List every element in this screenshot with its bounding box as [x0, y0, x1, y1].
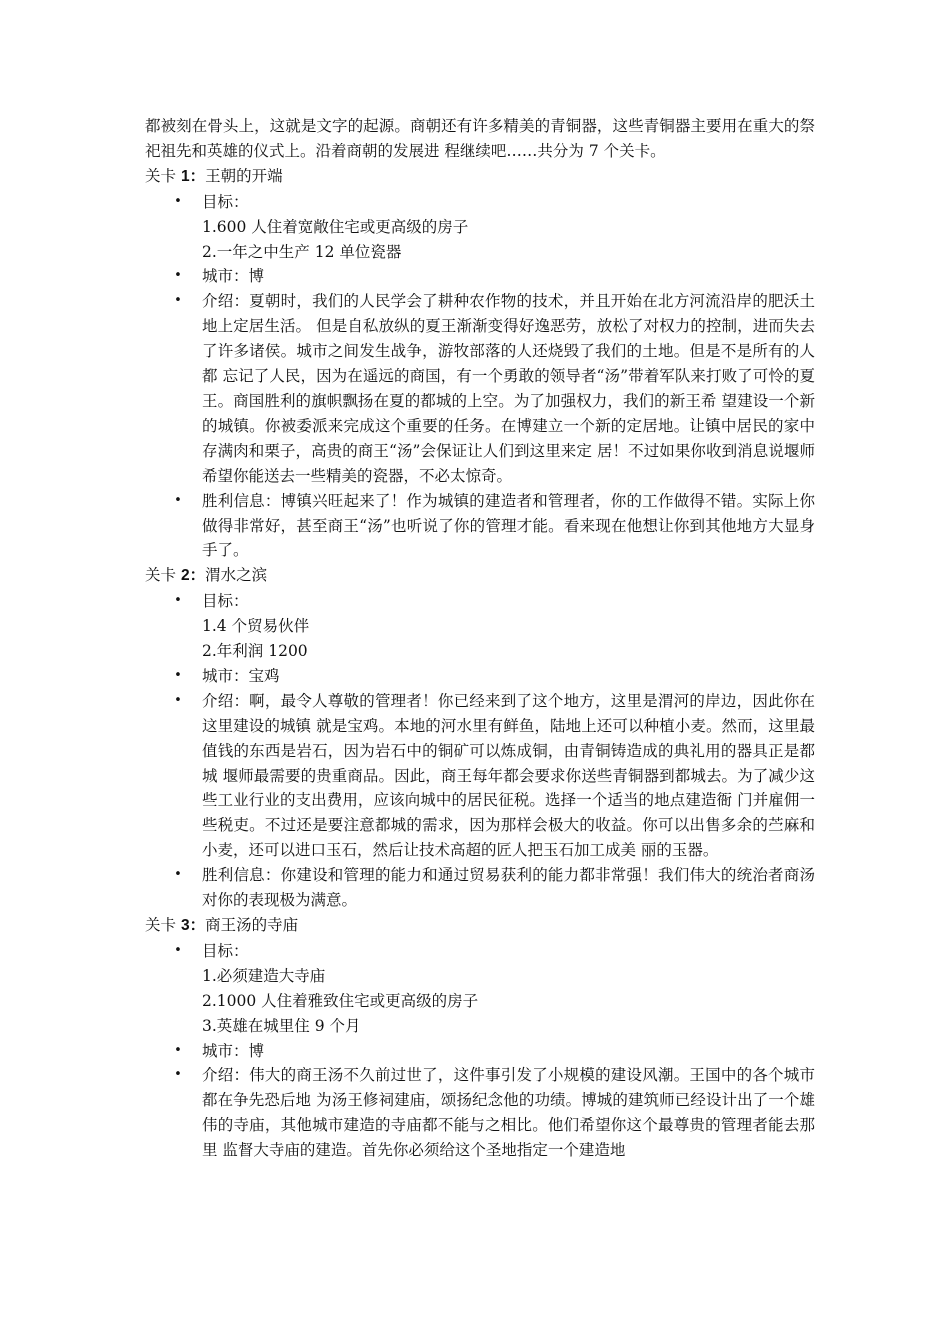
level-number: 3：: [180, 917, 206, 934]
city-text: 城市：博: [202, 267, 265, 286]
bullet-icon: •: [174, 492, 182, 508]
goal-label: 目标：: [202, 192, 249, 211]
bullet-icon: •: [174, 867, 182, 883]
intro-item: [145, 289, 815, 488]
goal-line: 2.一年之中生产 12 单位瓷器: [202, 242, 402, 261]
bullet-icon: •: [174, 293, 182, 309]
intro-paragraph: 都被刻在骨头上，这就是文字的起源。商朝还有许多精美的青铜器，这些青铜器主要用在重大的祭祀祖先和英雄的仪式上。沿着商朝的发展进 程继续吧……共分为 7 个关卡。: [145, 117, 815, 160]
level-label: 关卡: [145, 916, 177, 934]
goal-item: [145, 939, 815, 1039]
bullet-icon: •: [174, 193, 182, 209]
bullet-icon: •: [174, 593, 182, 609]
level-label: 关卡: [145, 566, 177, 585]
intro-item: [145, 689, 815, 863]
level-label: 关卡: [145, 166, 177, 185]
victory-text: 胜利信息：博镇兴旺起来了！作为城镇的建造者和管理者，你的工作做得不错。实际上你做得非常好，甚至商王“汤”也听说了你的管理才能。看来现在他想让你到其他地方大显身手了。: [202, 491, 815, 560]
level-heading-1: [145, 164, 815, 190]
level-3-list: [145, 939, 815, 1163]
goal-label: 目标：: [202, 592, 249, 611]
bullet-icon: •: [174, 1042, 182, 1058]
bullet-icon: •: [174, 692, 182, 708]
bullet-icon: •: [174, 268, 182, 284]
city-text: 城市：博: [202, 1041, 265, 1060]
victory-text: 胜利信息：你建设和管理的能力和通过贸易获利的能力都非常强！我们伟大的统治者商汤对你的表现极为满意。: [202, 866, 815, 910]
intro-item: [145, 1063, 815, 1163]
bullet-icon: •: [174, 1067, 182, 1083]
goal-line: 1.600 人住着宽敞住宅或更高级的房子: [202, 217, 469, 236]
goal-line: 1.4 个贸易伙伴: [202, 617, 310, 636]
victory-item: [145, 863, 815, 913]
document-page: [145, 114, 815, 1163]
level-heading-3: [145, 913, 815, 939]
city-item: [145, 1039, 815, 1064]
level-1-list: [145, 190, 815, 564]
city-text: 城市：宝鸡: [202, 666, 280, 685]
level-title: 商王汤的寺庙: [205, 916, 299, 934]
goal-line: 2.年利润 1200: [202, 642, 308, 661]
level-number: 2：: [180, 567, 206, 585]
level-title: 王朝的开端: [205, 166, 283, 185]
level-2-list: [145, 589, 815, 913]
level-number: 1：: [180, 167, 206, 185]
bullet-icon: •: [174, 942, 182, 958]
goal-line: 2.1000 人住着雅致住宅或更高级的房子: [202, 991, 479, 1010]
level-heading-2: [145, 563, 815, 589]
bullet-icon: •: [174, 667, 182, 683]
goal-label: 目标：: [202, 941, 249, 960]
city-item: [145, 264, 815, 289]
goal-item: [145, 190, 815, 265]
intro-text: 介绍：伟大的商王汤不久前过世了，这件事引发了小规模的建设风潮。王国中的各个城市都在争先恐后地 为汤王修祠建庙，颂扬纪念他的功绩。博城的建筑师已经设计出了一个雄伟的寺庙，其他城市建造的寺庙都不能与之相比。他们希望你这个最尊贵的管理者能去那里 监督大寺庙的建造。首先你必须给这个圣地指定一个建造地: [202, 1066, 815, 1160]
city-item: [145, 664, 815, 689]
goal-line: 1.必须建造大寺庙: [202, 966, 326, 985]
goal-item: [145, 589, 815, 664]
intro-text: 介绍：啊，最令人尊敬的管理者！你已经来到了这个地方，这里是渭河的岸边，因此你在这里建设的城镇 就是宝鸡。本地的河水里有鲜鱼，陆地上还可以种植小麦。然而，这里最值钱的东西是岩石，因为岩石中的铜矿可以炼成铜，由青铜铸造成的典礼用的器具正是都城 堰师最需要的贵重商品。因此，商王每年都会要求你送些青铜器到都城去。为了减少这些工业行业的支出费用，应该向城中的居民征税。选择一个适当的地点建造衙 门并雇佣一些税吏。不过还是要注意都城的需求，因为那样会极大的收益。你可以出售多余的苎麻和小麦，还可以进口玉石，然后让技术高超的匠人把玉石加工成美 丽的玉器。: [202, 691, 815, 860]
goal-line: 3.英雄在城里住 9 个月: [202, 1016, 361, 1035]
victory-item: [145, 489, 815, 564]
level-title: 渭水之滨: [205, 566, 268, 585]
intro-text: 介绍：夏朝时，我们的人民学会了耕种农作物的技术，并且开始在北方河流沿岸的肥沃土地上定居生活。 但是自私放纵的夏王渐渐变得好逸恶劳，放松了对权力的控制，进而失去了许多诸侯。城市之间发生战争，游牧部落的人还烧毁了我们的土地。但是不是所有的人都 忘记了人民，因为在遥远的商国，有一个勇敢的领导者“汤”带着军队来打败了可怜的夏王。商国胜利的旗帜飘扬在夏的都城的上空。为了加强权力，我们的新王希 望建设一个新的城镇。你被委派来完成这个重要的任务。在博建立一个新的定居地。让镇中居民的家中存满肉和栗子，高贵的商王“汤”会保证让人们到这里来定 居！不过如果你收到消息说堰师希望你能送去一些精美的瓷器，不必太惊奇。: [202, 292, 815, 485]
